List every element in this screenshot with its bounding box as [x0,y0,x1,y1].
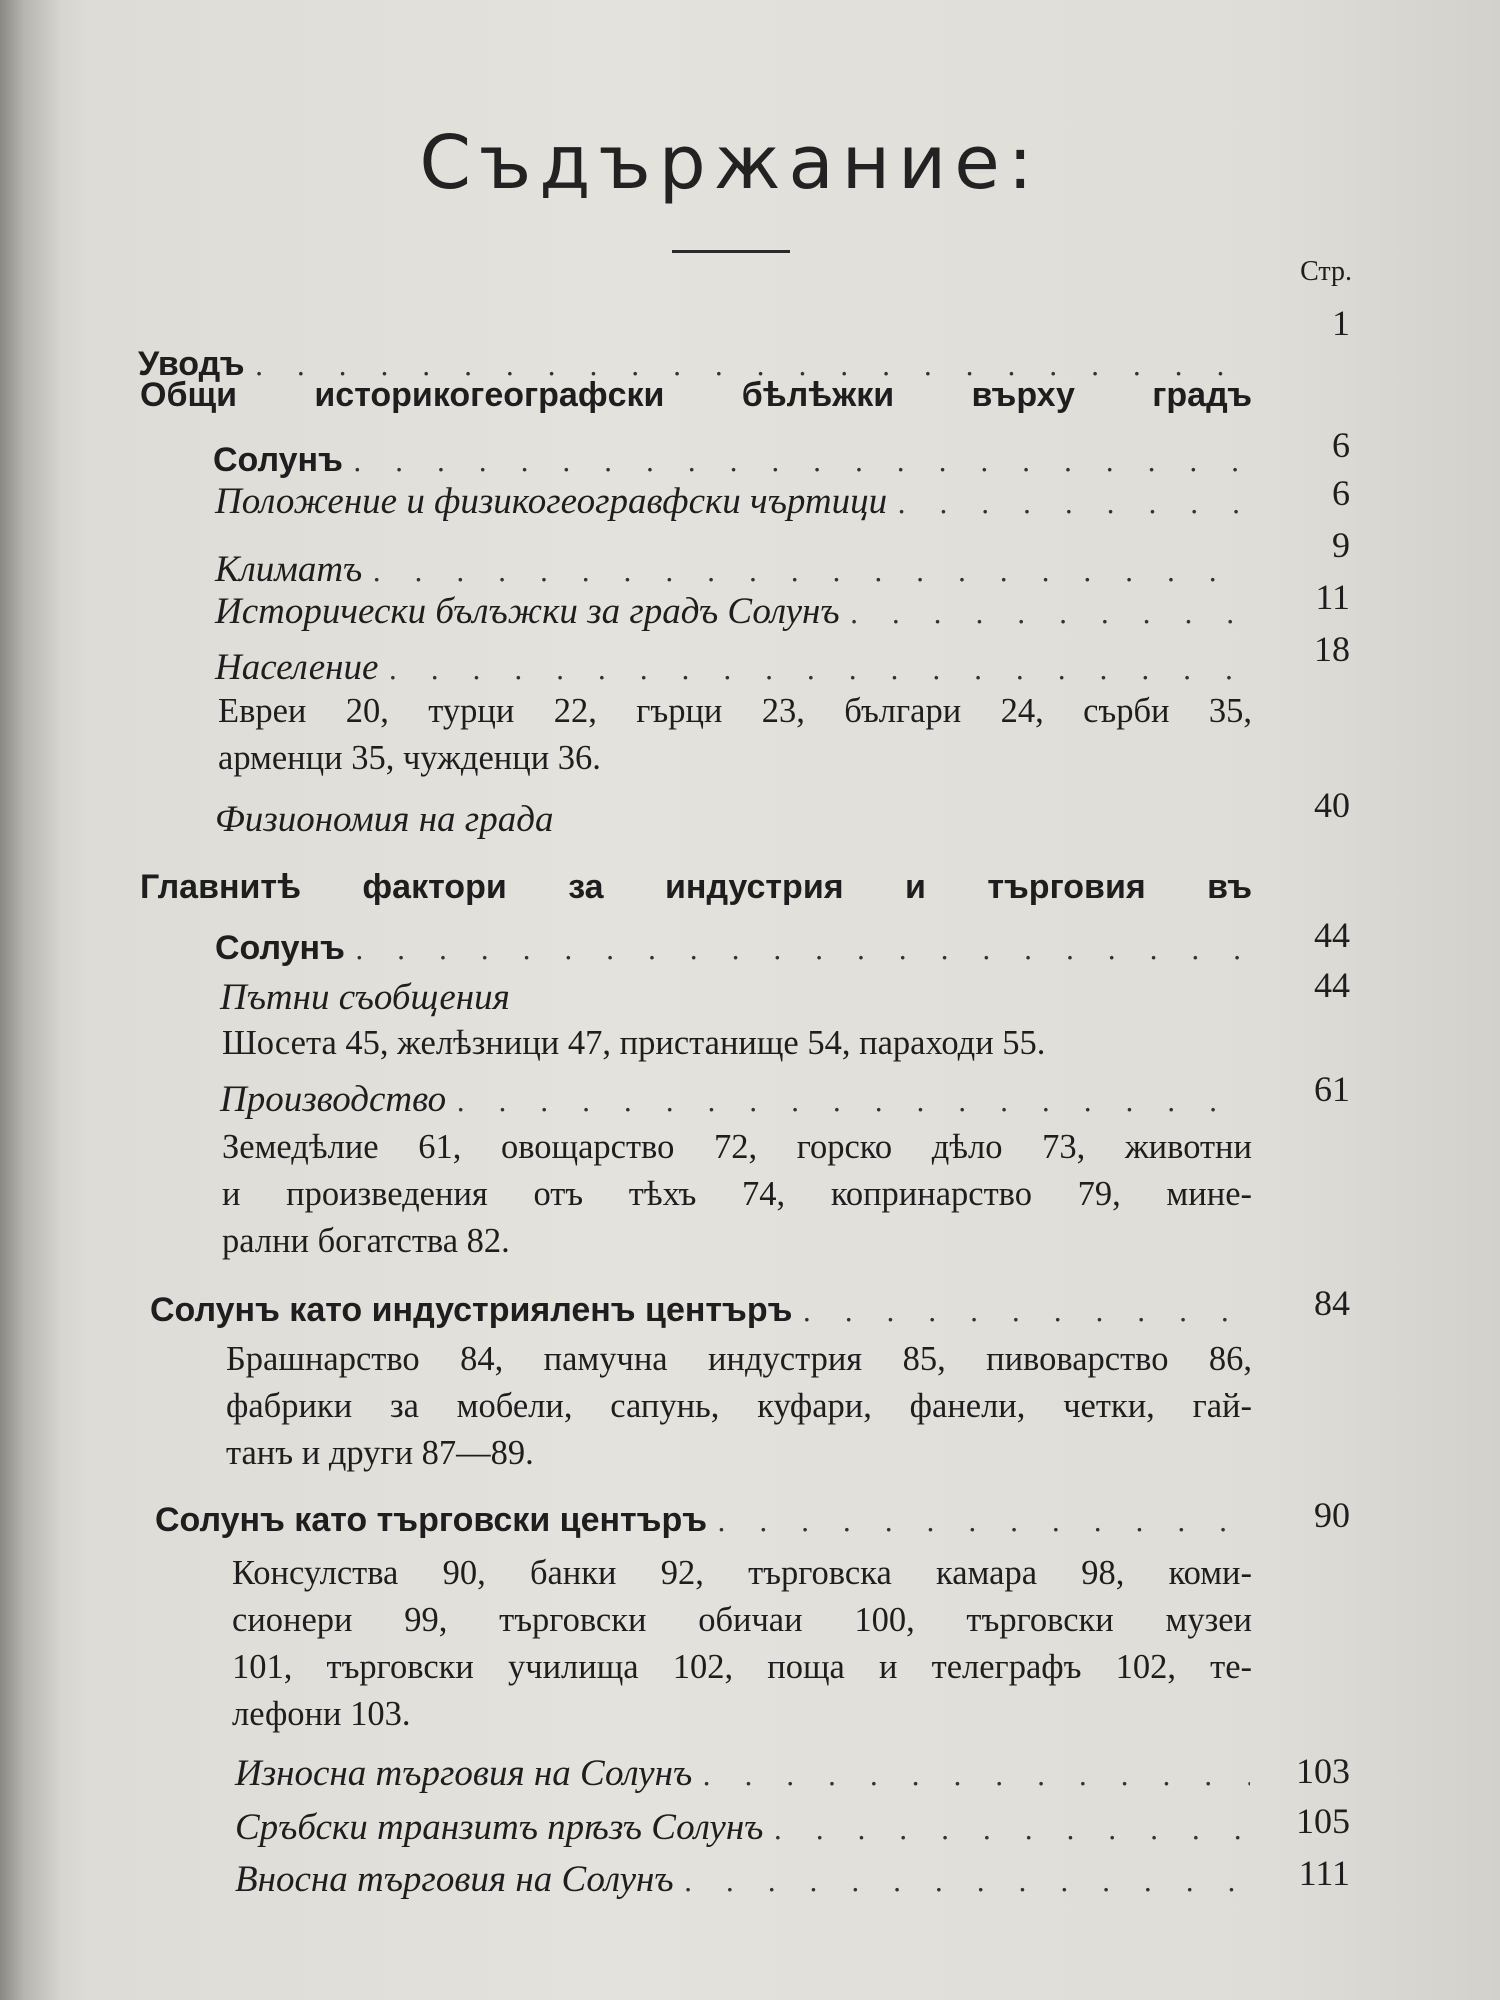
detail-line: Консулства 90, банки 92, търговска камара 98, коми- [232,1554,1252,1592]
toc-detail-patni: Шосета 45, желѣзници 47, пристанище 54, параходи 55. [222,1024,1046,1062]
detail-line: Брашнарство 84, памучна индустрия 85, пивоварство 86, [226,1340,1252,1378]
detail-line: и произведения отъ тѣхъ 74, копринарство 79, мине- [222,1175,1252,1213]
toc-entry-obshti [213,436,1250,484]
detail-line: Евреи 20, турци 22, гърци 23, българи 24, сърби 35, [218,692,1252,730]
detail-line: арменци 35, чужденци 36. [218,739,601,777]
toc-leader-dots [887,480,1250,528]
toc-leader-dots [674,1858,1250,1906]
toc-leader-dots [763,1806,1250,1854]
toc-page-number: 6 [1332,425,1350,465]
toc-detail-naselenie [218,688,1252,782]
toc-entry-targ [155,1496,1250,1544]
toc-label: Производство [220,1079,447,1120]
detail-line: Земедѣлие 61, овощарство 72, горско дѣло 73, животни [222,1128,1252,1166]
toc-leader-dots [707,1498,1250,1546]
toc-entry-klimat [215,546,1250,594]
toc-entry-obshti-line1: Общи историкогеографски бѣлѣжки върху градъ [140,376,1252,414]
toc-leader-dots [446,1078,1250,1126]
toc-detail-industr [226,1336,1252,1477]
toc-entry-vnosna [235,1856,1250,1904]
toc-detail-proizvodstvo [222,1124,1252,1265]
toc-label: Пътни съобщения [220,977,510,1018]
toc-label: Уводъ [138,345,245,383]
toc-entry-patni [220,974,1250,1022]
toc-label: Износна търговия на Солунъ [235,1753,693,1794]
toc-label: Физиономия на града [215,799,554,840]
detail-line: фабрики за мобели, сапунь, куфари, фанели, четки, гай- [226,1387,1252,1425]
toc-label: Солунъ [215,929,345,967]
detail-line: танъ и други 87—89. [226,1434,534,1472]
toc-entry-naselenie [215,644,1250,692]
toc-page-number: 84 [1314,1283,1350,1323]
toc-label: Солунъ [213,441,343,479]
toc-entry-iznosna [235,1750,1250,1798]
detail-line: сионери 99, търговски обичаи 100, търговски музеи [232,1601,1252,1639]
page-title: Съдържание: [419,120,1041,206]
toc-leader-dots [792,1288,1250,1336]
toc-label: Климатъ [215,549,363,590]
toc-page-number: 9 [1332,525,1350,565]
toc-entry-proizvodstvo [220,1076,1250,1124]
detail-line: лефони 103. [232,1695,411,1733]
toc-entry-glavnite-line1: Главнитѣ фактори за индустрия и търговия въ [140,868,1252,906]
toc-page-number: 44 [1314,965,1350,1005]
toc-page-number: 103 [1296,1751,1350,1791]
toc-label: Положение и физикогеогравфски чъртици [215,481,888,522]
toc-entry-industr [150,1286,1250,1334]
toc-page-number: 111 [1298,1853,1350,1893]
toc-entry-srabski [235,1804,1250,1852]
toc-entry-istoricheski [215,588,1250,636]
toc-page-number: 18 [1314,629,1350,669]
toc-leader-dots [345,926,1250,974]
toc-detail-targ [232,1550,1252,1738]
toc-page-number: 44 [1314,915,1350,955]
toc-page-number: 40 [1314,785,1350,825]
toc-leader-dots [378,646,1250,694]
toc-leader-dots [692,1752,1250,1800]
toc-label: Солунъ като индустрияленъ центъръ [150,1291,793,1329]
toc-entry-glavnite [215,924,1250,972]
toc-entry-polozhenie [215,478,1250,526]
toc-leader-dots [840,590,1250,638]
toc-label: Солунъ като търговски центъръ [155,1501,708,1539]
toc-page-number: 1 [1332,303,1350,343]
toc-entry-fizionomia [215,796,1250,844]
detail-line: рални богатства 82. [222,1222,510,1260]
toc-label: Вносна търговия на Солунъ [235,1859,674,1900]
detail-line: 101, търговски училища 102, поща и телеграфъ 102, те- [232,1648,1252,1686]
toc-page-number: 11 [1315,577,1350,617]
toc-page-number: 105 [1296,1801,1350,1841]
toc-page-number: 90 [1314,1495,1350,1535]
toc-label: Сръбски транзитъ прѣзъ Солунъ [235,1807,764,1848]
toc-label: Исторически бълъжки за градъ Солунъ [215,591,840,632]
toc-page-number: 61 [1314,1069,1350,1109]
toc-page-number: 6 [1332,473,1350,513]
page-column-label: Стр. [1300,256,1352,287]
toc-label: Население [215,647,379,688]
